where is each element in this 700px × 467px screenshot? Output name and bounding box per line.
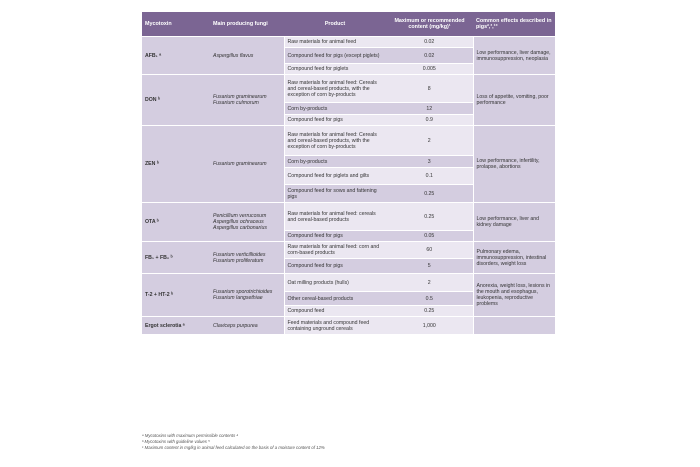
max-content-cell: 0.1 xyxy=(386,168,473,185)
max-content-cell: 0.25 xyxy=(386,306,473,317)
product-cell: Compound feed for sows and fattening pigs xyxy=(284,185,386,203)
product-cell: Other cereal-based products xyxy=(284,292,386,306)
product-cell: Compound feed xyxy=(284,306,386,317)
max-content-cell: 2 xyxy=(386,274,473,292)
header-mycotoxin: Mycotoxin xyxy=(142,12,210,37)
fungus-name: Fusarium langsethiae xyxy=(213,295,263,301)
product-cell: Raw materials for animal feed: corn and corn-based products xyxy=(284,242,386,259)
product-cell: Compound feed for pigs xyxy=(284,259,386,274)
effects-cell: Pulmonary edema, immunosuppression, intestinal disorders, weight loss xyxy=(473,242,555,274)
table-row xyxy=(142,126,555,156)
effects-cell xyxy=(473,317,555,335)
fungi-cell xyxy=(210,37,284,75)
fungus-name: Fusarium graminearum xyxy=(213,94,267,100)
fungus-name: Fusarium graminearum xyxy=(213,161,267,167)
mycotoxin-cell: Ergot sclerotia ᵃ xyxy=(142,317,210,335)
product-cell: Oat milling products (hulls) xyxy=(284,274,386,292)
effects-cell: Anorexia, weight loss, lesions in the mouth and esophagus, leukopenia, reproductive problems xyxy=(473,274,555,317)
product-cell: Compound feed for piglets xyxy=(284,64,386,75)
max-content-cell: 0.5 xyxy=(386,292,473,306)
footnote: ᵃ Mycotoxins with maximum permissible contents ⁴ xyxy=(142,433,239,438)
mycotoxin-table xyxy=(142,12,555,335)
effects-cell: Low performance, liver damage, immunosuppression, neoplasia xyxy=(473,37,555,75)
max-content-cell: 8 xyxy=(386,75,473,103)
product-cell: Corn by-products xyxy=(284,103,386,115)
table-row xyxy=(142,317,555,335)
fungi-cell xyxy=(210,242,284,274)
footnote: ¹ Maximum content in mg/kg in animal feed calculated on the basis of a moisture content of 12% xyxy=(142,445,325,450)
fungi-cell xyxy=(210,75,284,126)
fungus-name: Fusarium culmorum xyxy=(213,100,259,106)
header-effects: Common effects described in pigs²,³,¹° xyxy=(473,12,555,37)
product-cell: Compound feed for pigs xyxy=(284,115,386,126)
footnote: ᵇ Mycotoxins with guideline values ⁵ xyxy=(142,439,210,444)
max-content-cell: 12 xyxy=(386,103,473,115)
max-content-cell: 2 xyxy=(386,126,473,156)
fungus-name: Aspergillus carbonarius xyxy=(213,225,267,231)
product-cell: Compound feed for pigs xyxy=(284,231,386,242)
product-cell: Compound feed for pigs (except piglets) xyxy=(284,48,386,64)
max-content-cell: 0.02 xyxy=(386,37,473,48)
max-content-cell: 60 xyxy=(386,242,473,259)
fungus-name: Aspergillus flavus xyxy=(213,52,254,59)
mycotoxin-cell: DON ᵇ xyxy=(142,75,210,126)
table-row xyxy=(142,242,555,259)
product-cell: Raw materials for animal feed: Cereals and cereal-based products, with the exception of corn by-products xyxy=(284,126,386,156)
fungi-cell xyxy=(210,126,284,203)
table-row xyxy=(142,37,555,48)
header-fungi: Main producing fungi xyxy=(210,12,284,37)
max-content-cell: 5 xyxy=(386,259,473,274)
header-row xyxy=(142,12,555,37)
table-row xyxy=(142,203,555,231)
effects-cell: Low performance, liver and kidney damage xyxy=(473,203,555,242)
max-content-cell: 0.05 xyxy=(386,231,473,242)
max-content-cell: 0.25 xyxy=(386,185,473,203)
max-content-cell: 3 xyxy=(386,156,473,168)
table-row xyxy=(142,274,555,292)
mycotoxin-cell: T-2 + HT-2 ᵇ xyxy=(142,274,210,317)
fungus-name: Aspergillus ochraceus xyxy=(213,219,264,225)
max-content-cell: 0.005 xyxy=(386,64,473,75)
fungus-name: Fusarium proliferatum xyxy=(213,257,264,264)
table-body xyxy=(142,37,555,335)
fungi-cell xyxy=(210,274,284,317)
product-cell: Feed materials and compound feed containing unground cereals xyxy=(284,317,386,335)
mycotoxin-cell: ZEN ᵇ xyxy=(142,126,210,203)
fungi-cell xyxy=(210,317,284,335)
mycotoxin-cell: AFB₁ ᵃ xyxy=(142,37,210,75)
product-cell: Raw materials for animal feed: Cereals and cereal-based products, with the exception of corn by-products xyxy=(284,75,386,103)
product-cell: Raw materials for animal feed: cereals and cereal-based products xyxy=(284,203,386,231)
mycotoxin-cell: FB₁ + FB₂ ᵇ xyxy=(142,242,210,274)
fungus-name: Claviceps purpurea xyxy=(213,322,258,329)
product-cell: Corn by-products xyxy=(284,156,386,168)
effects-cell: Loss of appetite, vomiting, poor performance xyxy=(473,75,555,126)
footnotes xyxy=(142,433,555,451)
header-product: Product xyxy=(284,12,386,37)
max-content-cell: 0.02 xyxy=(386,48,473,64)
fungus-name: Fusarium verticillioides xyxy=(213,251,266,258)
fungi-cell xyxy=(210,203,284,242)
fungus-name: Penicillium verrucosum xyxy=(213,213,267,219)
max-content-cell: 0.9 xyxy=(386,115,473,126)
max-content-cell: 1,000 xyxy=(386,317,473,335)
product-cell: Compound feed for piglets and gilts xyxy=(284,168,386,185)
table-row xyxy=(142,75,555,103)
fungus-name: Fusarium sporotrichioides xyxy=(213,289,273,295)
mycotoxin-cell: OTA ᵇ xyxy=(142,203,210,242)
effects-cell: Low performance, infertility, prolapse, abortions xyxy=(473,126,555,203)
max-content-cell: 0.25 xyxy=(386,203,473,231)
header-max-content: Maximum or recommended content (mg/kg)¹ xyxy=(386,12,473,37)
product-cell: Raw materials for animal feed xyxy=(284,37,386,48)
